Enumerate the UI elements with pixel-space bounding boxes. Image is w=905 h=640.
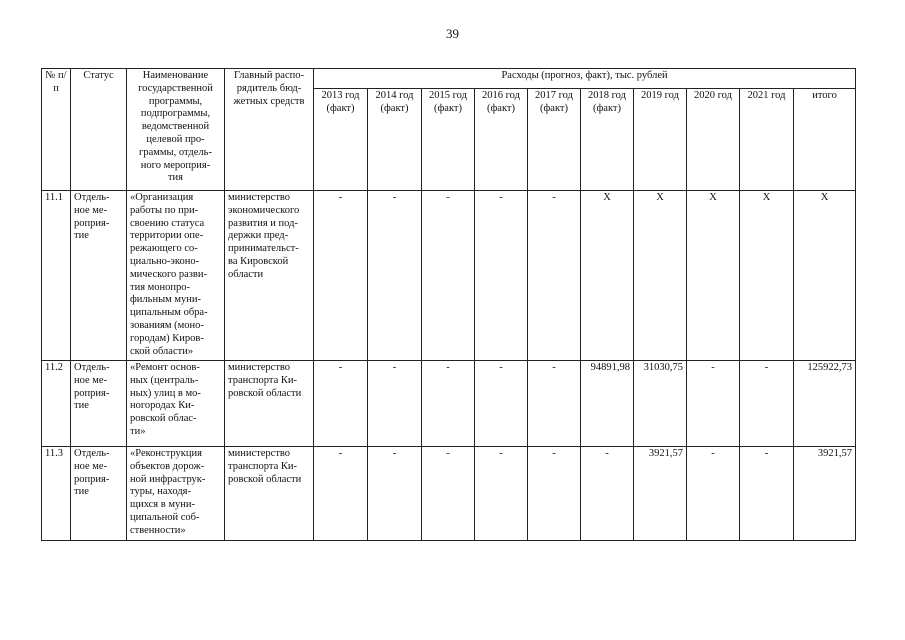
row-name-line: режающего со- [130,243,198,255]
header-name-line: тия [167,172,184,184]
row-name-line: ципальной соб- [130,511,200,523]
row-name-line: ной инфраструк- [130,473,206,485]
header-year-cell [687,89,740,191]
row-name-line: щихся в муни- [130,499,195,511]
row-value: - [368,361,422,447]
header-year-note: (факт) [326,102,355,114]
row-name-line: ровской облас- [130,413,197,425]
row-manager-line: экономического [228,204,300,216]
row-name-line: фильным муни- [130,294,202,306]
row-value: - [581,447,634,541]
row-value: - [422,361,475,447]
row-manager-line: транспорта Ки- [228,374,298,386]
header-manager-line: жетных средств [233,95,305,107]
header-name-line: ного мероприя- [140,159,211,171]
header-year: 2016 год [482,90,520,101]
row-value: X [581,191,634,361]
header-name-line: программы, [148,95,203,107]
row-name-line: городам) Киров- [130,332,204,344]
row-status-line: тие [74,230,89,242]
row-name-line: туры, находя- [130,486,192,498]
row-manager-line: министерство [228,192,291,203]
table-row [42,361,856,447]
row-total: X [794,191,856,361]
row-value: - [314,361,368,447]
header-year: 2020 год [694,90,732,101]
row-name-line: «Ремонт основ- [130,362,200,373]
row-value: - [740,361,794,447]
row-value: - [475,191,528,361]
row-value: - [314,447,368,541]
row-value: - [368,447,422,541]
row-name-line: ногородах Ки- [130,400,195,412]
header-row-top [42,69,856,89]
row-name-line: ципальным обра- [130,307,208,319]
header-year: 2019 год [641,90,679,101]
row-value: - [368,191,422,361]
row-total: 125922,73 [794,361,856,447]
header-year-note: (факт) [592,102,621,114]
row-status [71,447,127,541]
header-manager [225,69,314,191]
row-manager-line: министерство [228,448,291,459]
row-manager [225,191,314,361]
row-name-line: работы по при- [130,204,199,216]
header-year-cell [528,89,581,191]
row-name [127,191,225,361]
row-name-line: циально-эконо- [130,255,200,267]
row-manager-line: ровской области [228,473,302,485]
row-status-line: роприя- [74,473,110,485]
row-name-line: зованиям (моно- [130,319,204,331]
header-expenses: Расходы (прогноз, факт), тыс. рублей [314,69,856,89]
row-value: - [422,447,475,541]
row-value: 94891,98 [581,361,634,447]
header-manager-line: Главный распо- [234,70,304,81]
row-name-line: «Организация [130,192,194,203]
row-manager-line: ровской области [228,387,302,399]
header-year-note: (факт) [380,102,409,114]
header-name-line: граммы, отдель- [139,146,212,158]
header-year-cell [581,89,634,191]
row-manager-line: министерство [228,362,291,373]
row-name [127,447,225,541]
row-name-line: ской области» [130,345,194,357]
row-status-line: тие [74,400,89,412]
row-name-line: территории опе- [130,230,204,242]
row-value: - [528,361,581,447]
row-value: 31030,75 [634,361,687,447]
row-name-line: ти» [130,425,146,437]
row-manager [225,447,314,541]
row-manager-line: транспорта Ки- [228,460,298,472]
row-value: X [687,191,740,361]
row-total: 3921,57 [794,447,856,541]
row-value: X [634,191,687,361]
row-number: 11.2 [42,361,71,447]
row-value: - [314,191,368,361]
header-year: 2021 год [747,90,786,101]
header-name-line: целевой про- [146,133,205,145]
row-name-line: ных) улиц в мо- [130,387,201,399]
row-number: 11.3 [42,447,71,541]
row-status [71,191,127,361]
header-year-note: (факт) [433,102,462,114]
header-num [42,69,71,191]
row-name-line: мического разви- [130,268,207,280]
header-year: 2015 год [429,90,467,101]
header-total: итого [794,89,856,191]
row-value: - [475,361,528,447]
row-manager-line: ва Кировской [228,255,289,267]
table-body [42,191,856,541]
row-name-line: тия монопро- [130,281,191,293]
header-name-line: государственной [138,82,213,94]
row-name [127,361,225,447]
row-name-line: «Реконструкция [130,448,202,459]
row-status-line: ное ме- [74,460,108,472]
header-year-cell [422,89,475,191]
row-value: - [422,191,475,361]
row-manager-line: держки пред- [228,230,289,242]
header-year: 2014 год [375,90,414,101]
header-year-note: (факт) [486,102,515,114]
table-row [42,447,856,541]
header-name [127,69,225,191]
row-value: - [687,361,740,447]
row-status-line: ное ме- [74,204,108,216]
row-status-line: Отдель- [74,448,110,459]
header-year-cell [368,89,422,191]
header-year-cell [740,89,794,191]
header-year: 2018 год [588,90,626,101]
row-name-line: объектов дорож- [130,460,205,472]
header-year: 2013 год [321,90,360,101]
row-value: X [740,191,794,361]
row-name-line: ных (централь- [130,374,199,386]
row-value: - [528,191,581,361]
row-name-line: ственности» [130,524,186,536]
row-value: 3921,57 [634,447,687,541]
row-manager-line: области [228,268,264,280]
row-value: - [687,447,740,541]
row-manager-line: развития и под- [228,217,298,229]
header-name-line: Наименование [142,70,209,81]
row-status-line: роприя- [74,217,110,229]
row-value: - [740,447,794,541]
header-year-cell [634,89,687,191]
row-value: - [475,447,528,541]
budget-table [41,68,856,541]
page-number: 39 [446,26,459,41]
row-status-line: Отдель- [74,192,110,203]
row-manager-line: принимательст- [228,243,299,255]
table-row [42,191,856,361]
row-status [71,361,127,447]
row-manager [225,361,314,447]
row-status-line: тие [74,486,89,498]
row-status-line: Отдель- [74,362,110,373]
row-status-line: ное ме- [74,374,108,386]
row-name-line: своению статуса [130,217,205,229]
header-num-text: № п/п [45,70,67,94]
header-manager-line: рядитель бюд- [236,82,302,94]
header-name-line: подпрограммы, [140,108,211,120]
row-status-line: роприя- [74,387,110,399]
row-number: 11.1 [42,191,71,361]
header-status: Статус [71,69,127,191]
header-year-note: (факт) [539,102,568,114]
row-value: - [528,447,581,541]
header-name-line: ведомственной [141,121,210,133]
header-year-cell [314,89,368,191]
header-year-cell [475,89,528,191]
header-year: 2017 год [535,90,573,101]
